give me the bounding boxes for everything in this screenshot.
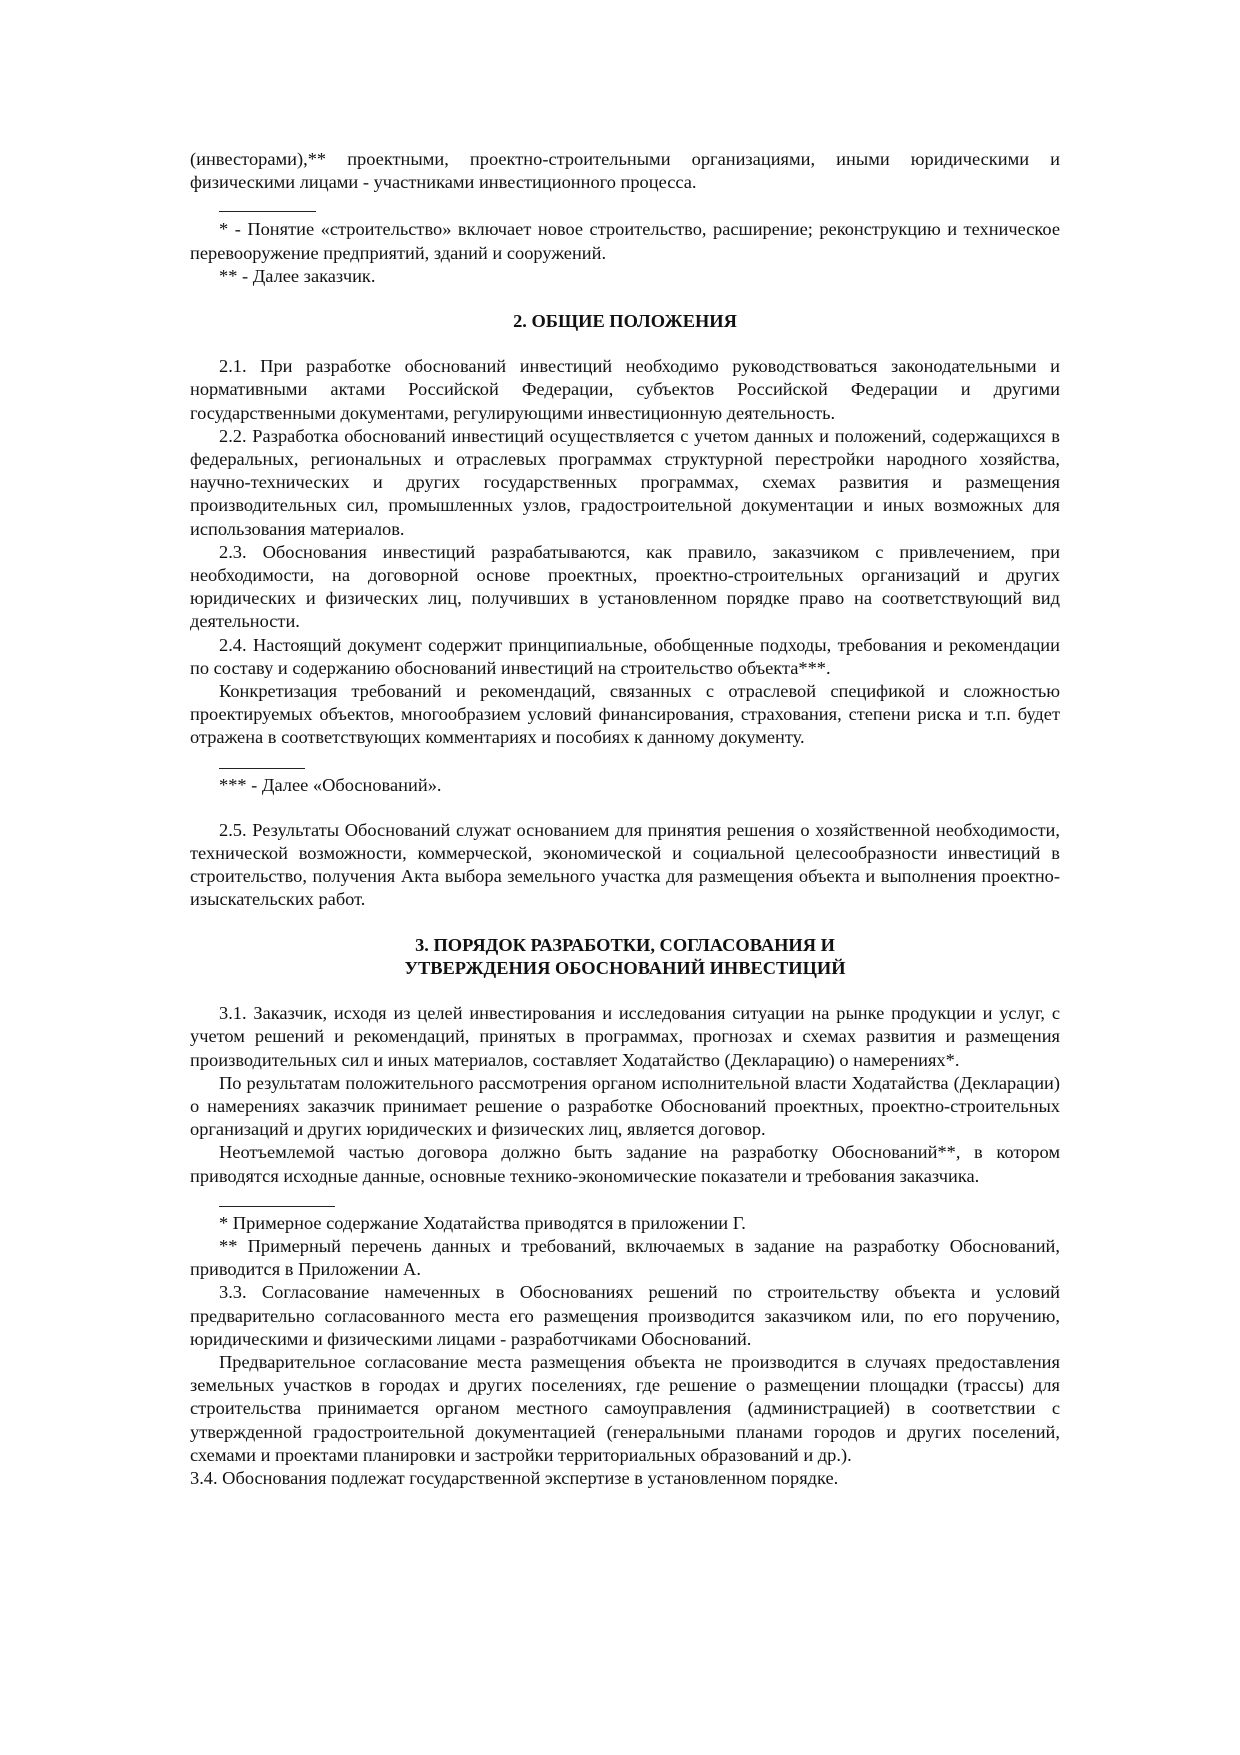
paragraph: 3.1. Заказчик, исходя из целей инвестирования и исследования ситуации на рынке продукции и услуг, с учетом решений и рекомендаций, принятых в программах, прогнозах и схемах развития и размещения производительных сил и иных материалов, составляет Ходатайство (Декларацию) о намерениях*.	[190, 1003, 1060, 1070]
footnote-separator	[219, 768, 305, 769]
paragraph: Неотъемлемой частью договора должно быть задание на разработку Обоснований**, в котором приводятся исходные данные, основные технико-экономические показатели и требования заказчика.	[190, 1142, 1060, 1186]
paragraph: 2.5. Результаты Обоснований служат основанием для принятия решения о хозяйственной необходимости, технической возможности, коммерческой, экономической и социальной целесообразности инвестиций в строительство, получения Акта выбора земельного участка для размещения объекта и выполнения проектно-изыскательских работ.	[190, 819, 1060, 910]
footnote-separator	[219, 1206, 335, 1207]
footnote: *** - Далее «Обоснований».	[219, 774, 442, 795]
paragraph: Предварительное согласование места размещения объекта не производится в случаях предоставления земельных участков в городах и других поселениях, где решение о размещении площадки (трассы) для строительства принимается органом местного самоуправления (администрацией) в соответствии с утвержденной градостроительной документацией (генеральными планами городов и других поселений, схемами и проектами планировки и застройки территориальных образований и др.).	[190, 1351, 1060, 1465]
paragraph: 3.3. Согласование намеченных в Обоснованиях решений по строительству объекта и условий предварительно согласованного места его размещения производится заказчиком или, по его поручению, юридическими и физическими лицами - разработчиками Обоснований.	[190, 1282, 1060, 1349]
section-heading: 2. ОБЩИЕ ПОЛОЖЕНИЯ	[513, 311, 737, 332]
paragraph: 3.4. Обоснования подлежат государственной экспертизе в установленном порядке.	[190, 1467, 839, 1488]
paragraph: Конкретизация требований и рекомендаций, связанных с отраслевой спецификой и сложностью проектируемых объектов, многообразием условий финансирования, страхования, степени риска и т.п. будет отражена в соответствующих комментариях и пособиях к данному документу.	[190, 681, 1060, 748]
paragraph: По результатам положительного рассмотрения органом исполнительной власти Ходатайства (Декларации) о намерениях заказчик принимает решение о разработке Обоснований проектных, проектно-строительных организаций и других юридических и физических лиц, является договор.	[190, 1072, 1060, 1140]
paragraph: 2.3. Обоснования инвестиций разрабатываются, как правило, заказчиком с привлечением, при необходимости, на договорной основе проектных, проектно-строительных организаций и других юридических и физических лиц, получивших в установленном порядке право на соответствующий вид деятельности.	[190, 541, 1060, 632]
footnote-separator	[219, 211, 316, 212]
paragraph: 2.2. Разработка обоснований инвестиций осуществляется с учетом данных и положений, содержащихся в федеральных, региональных и отраслевых программах структурной перестройки народного хозяйства, научно-технических и других государственных программах, схемах развития и размещения производительных сил, промышленных узлов, градостроительной документации и иных возможных для использования материалов.	[190, 425, 1060, 539]
footnote: * - Понятие «строительство» включает новое строительство, расширение; реконструкцию и техническое перевооружение предприятий, зданий и сооружений.	[190, 219, 1060, 263]
paragraph: 2.1. При разработке обоснований инвестиций необходимо руководствоваться законодательными и нормативными актами Российской Федерации, субъектов Российской Федерации и другими государственными документами, регулирующими инвестиционную деятельность.	[190, 356, 1060, 423]
section-heading-line: 3. ПОРЯДОК РАЗРАБОТКИ, СОГЛАСОВАНИЯ И	[415, 934, 835, 955]
intro-paragraph: (инвесторами),** проектными, проектно-строительными организациями, иными юридическими и физическими лицами - участниками инвестиционного процесса.	[190, 149, 1060, 193]
footnote: * Примерное содержание Ходатайства приводятся в приложении Г.	[219, 1212, 746, 1233]
footnote: ** - Далее заказчик.	[219, 265, 376, 286]
document-page	[190, 148, 1060, 1490]
section-heading	[190, 934, 1060, 980]
paragraph: 2.4. Настоящий документ содержит принципиальные, обобщенные подходы, требования и рекомендации по составу и содержанию обоснований инвестиций на строительство объекта***.	[190, 634, 1060, 678]
section-heading-line: УТВЕРЖДЕНИЯ ОБОСНОВАНИЙ ИНВЕСТИЦИЙ	[404, 957, 846, 978]
footnote: ** Примерный перечень данных и требований, включаемых в задание на разработку Обоснований, приводится в Приложении А.	[190, 1235, 1060, 1280]
